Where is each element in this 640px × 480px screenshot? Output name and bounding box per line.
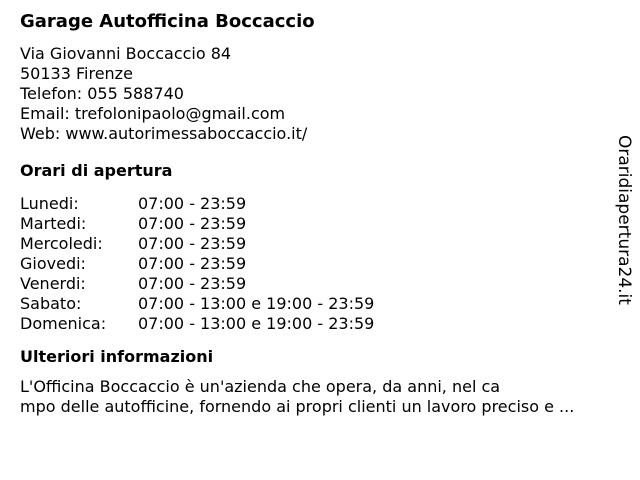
phone-number: Telefon: 055 588740	[20, 84, 184, 103]
day-label: Martedi:	[20, 214, 87, 233]
day-hours: 07:00 - 23:59	[138, 274, 247, 293]
info-title: Ulteriori informazioni	[20, 347, 214, 366]
address-block	[20, 44, 620, 144]
day-label: Sabato:	[20, 294, 82, 313]
street-address: Via Giovanni Boccaccio 84	[20, 44, 232, 63]
day-label: Giovedi:	[20, 254, 86, 273]
day-label: Venerdi:	[20, 274, 86, 293]
website-link[interactable]: Web: www.autorimessaboccaccio.it/	[20, 124, 308, 143]
city-address: 50133 Firenze	[20, 64, 133, 83]
info-line: L'Officina Boccaccio è un'azienda che opera, da anni, nel ca	[20, 377, 501, 396]
day-hours: 07:00 - 23:59	[138, 194, 247, 213]
info-line: mpo delle autofficine, fornendo ai propri clienti un lavoro preciso e ...	[20, 397, 575, 416]
day-hours: 07:00 - 23:59	[138, 214, 247, 233]
business-card	[20, 10, 620, 417]
hours-row	[20, 234, 620, 254]
day-hours: 07:00 - 13:00 e 19:00 - 23:59	[138, 294, 375, 313]
day-label: Mercoledi:	[20, 234, 103, 253]
day-label: Lunedi:	[20, 194, 79, 213]
email-address: Email: trefolonipaolo@gmail.com	[20, 104, 286, 123]
hours-row	[20, 194, 620, 214]
opening-hours-table	[20, 194, 620, 334]
day-hours: 07:00 - 13:00 e 19:00 - 23:59	[138, 314, 375, 333]
hours-row	[20, 314, 620, 334]
hours-row	[20, 294, 620, 314]
hours-row	[20, 274, 620, 294]
site-watermark: Oraridiapertura24.it	[614, 135, 634, 305]
day-hours: 07:00 - 23:59	[138, 234, 247, 253]
day-label: Domenica:	[20, 314, 107, 333]
day-hours: 07:00 - 23:59	[138, 254, 247, 273]
hours-title: Orari di apertura	[20, 161, 173, 180]
hours-row	[20, 214, 620, 234]
info-description	[20, 377, 620, 417]
hours-row	[20, 254, 620, 274]
business-name: Garage Autofficina Boccaccio	[20, 11, 315, 32]
